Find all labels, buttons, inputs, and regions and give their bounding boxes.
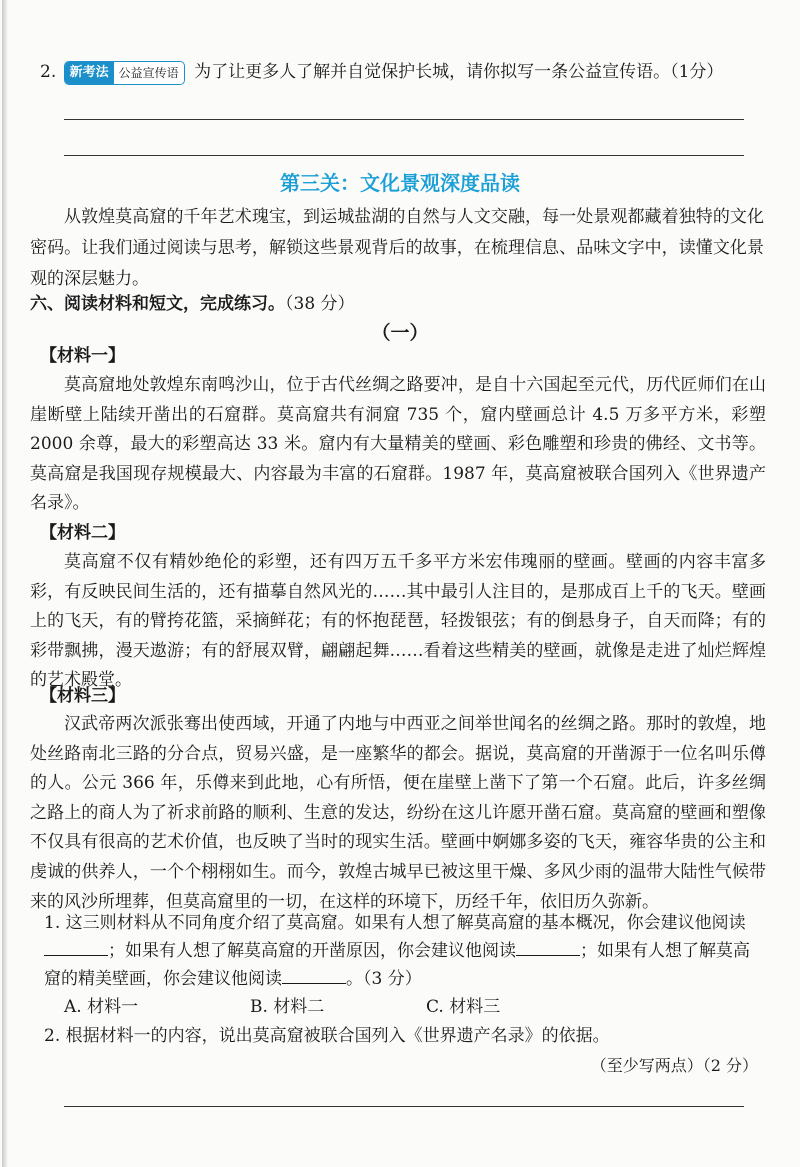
question-2-heritage: 2. 根据材料一的内容，说出莫高窟被联合国列入《世界遗产名录》的依据。 bbox=[44, 1026, 610, 1046]
question-1-part-b: ；如果有人想了解莫高窟的开凿原因，你会建议他阅读 bbox=[108, 941, 516, 961]
tag-main-label: 新考法 bbox=[65, 62, 114, 84]
answer-blank-3[interactable] bbox=[282, 965, 346, 984]
material-2-label: 【材料二】 bbox=[40, 523, 125, 543]
question-2-slogan bbox=[40, 58, 760, 86]
question-1-part-d: 。（3 分） bbox=[346, 969, 422, 989]
option-b[interactable]: B. 材料二 bbox=[250, 997, 325, 1017]
answer-line-3[interactable] bbox=[64, 1106, 744, 1107]
question-number: 2. bbox=[40, 62, 57, 82]
question-1 bbox=[44, 909, 758, 993]
option-c[interactable]: C. 材料三 bbox=[426, 997, 501, 1017]
answer-blank-2[interactable] bbox=[516, 937, 580, 956]
material-1-label: 【材料一】 bbox=[40, 346, 125, 366]
material-2-text: 莫高窟不仅有精妙绝伦的彩塑，还有四万五千多平方米宏伟瑰丽的壁画。壁画的内容丰富多彩，有反映民间生活的，还有描摹自然风光的……其中最引人注目的，是那成百上千的飞天。壁画上的飞天，有的臂挎花篮，采摘鲜花；有的怀抱琵琶，轻拨银弦；有的倒悬身子，自天而降；有的彩带飘拂，漫天遨游；有的舒展双臂，翩翩起舞……看着这些精美的壁画，就像是走进了灿烂辉煌的艺术殿堂。 bbox=[30, 552, 766, 691]
section-title: 第三关：文化景观深度品读 bbox=[280, 171, 520, 195]
answer-blank-1[interactable] bbox=[44, 937, 108, 956]
part-six-points: （38 分） bbox=[285, 294, 355, 314]
material-3-label: 【材料三】 bbox=[40, 686, 125, 706]
new-exam-tag bbox=[64, 61, 185, 85]
tag-sub-label: 公益宣传语 bbox=[114, 62, 184, 84]
question-1-part-a: 1. 这三则材料从不同角度介绍了莫高窟。如果有人想了解莫高窟的基本概况，你会建议他阅读 bbox=[44, 913, 746, 933]
part-six-title: 六、阅读材料和短文，完成练习。 bbox=[30, 294, 285, 314]
material-3-text: 汉武帝两次派张骞出使西域，开通了内地与中西亚之间举世闻名的丝绸之路。那时的敦煌，地处丝路南北三路的分合点，贸易兴盛，是一座繁华的都会。据说，莫高窟的开凿源于一位名叫乐僔的人。公元 366 年，乐僔来到此地，心有所悟，便在崖壁上凿下了第一个石窟。此后，许多丝绸之路上的商人为了祈求前路的顺利、生意的发达，纷纷在这儿许愿开凿石窟。莫高窟的壁画和塑像不仅具有很高的艺术价值，也反映了当时的现实生活。壁画中婀娜多姿的飞天，雍容华贵的公主和虔诚的供养人，一个个栩栩如生。而今，敦煌古城早已被这里干燥、多风少雨的温带大陆性气候带来的风沙所埋葬，但莫高窟里的一切，在这样的环境下，历经千年，依旧历久弥新。 bbox=[30, 714, 766, 912]
option-a[interactable]: A. 材料一 bbox=[64, 997, 139, 1017]
answer-line-1[interactable] bbox=[64, 119, 744, 120]
question-2-hint: （至少写两点）（2 分） bbox=[590, 1056, 758, 1075]
answer-line-2[interactable] bbox=[64, 155, 744, 156]
question-1-part-c: ；如果有人想了解莫高窟的精美壁画，你会建议他阅读 bbox=[44, 941, 750, 989]
material-1-text: 莫高窟地处敦煌东南鸣沙山，位于古代丝绸之路要冲，是自十六国起至元代，历代匠师们在山崖断壁上陆续开凿出的石窟群。莫高窟共有洞窟 735 个，窟内壁画总计 4.5 万多平方米，彩塑 2000 余尊，最大的彩塑高达 33 米。窟内有大量精美的壁画、彩色雕塑和珍贵的佛经、文书等。莫高窟是我国现存规模最大、内容最为丰富的石窟群。1987 年，莫高窟被联合国列入《世界遗产名录》。 bbox=[30, 375, 766, 514]
part-six-heading bbox=[30, 290, 770, 318]
question-text: 为了让更多人了解并自觉保护长城，请你拟写一条公益宣传语。（1分） bbox=[194, 62, 724, 82]
section-intro: 从敦煌莫高窟的千年艺术瑰宝，到运城盐湖的自然与人文交融，每一处景观都藏着独特的文化密码。让我们通过阅读与思考，解锁这些景观背后的故事，在梳理信息、品味文字中，读懂文化景观的深层魅力。 bbox=[30, 207, 764, 289]
reading-sub-heading: （一） bbox=[371, 322, 429, 344]
